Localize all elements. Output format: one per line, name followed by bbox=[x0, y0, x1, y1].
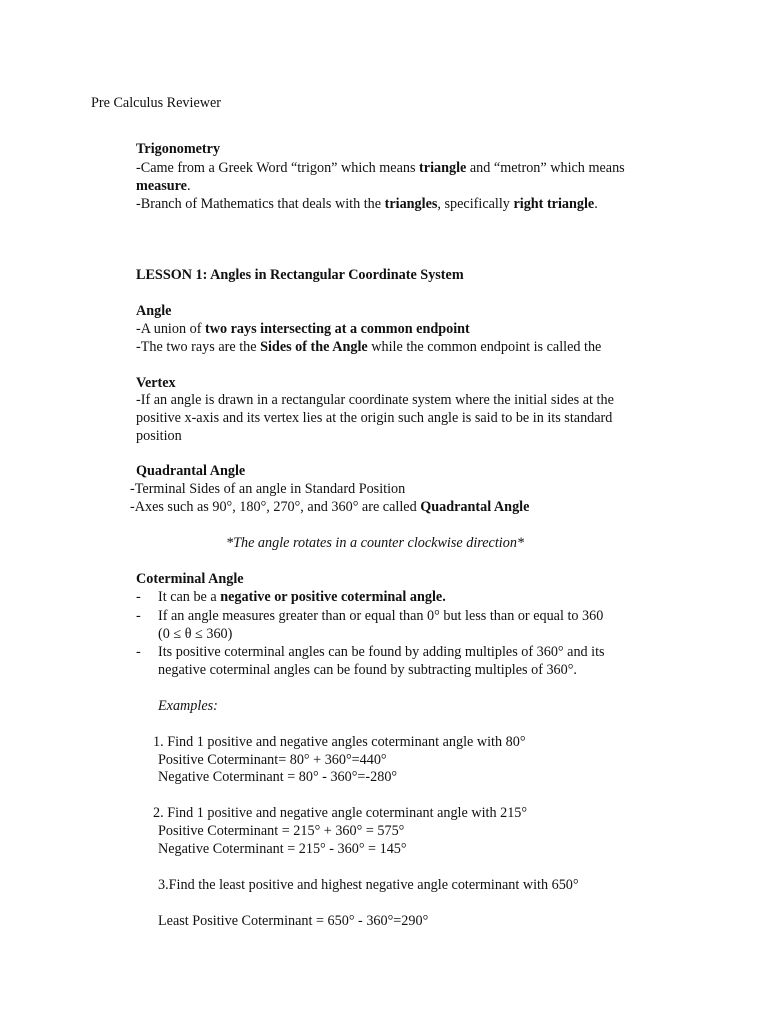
example-1-title: 1. Find 1 positive and negative angles coterminant angle with 80° bbox=[153, 734, 526, 750]
example-3-title: 3.Find the least positive and highest negative angle coterminant with 650° bbox=[158, 877, 579, 893]
example-2-title: 2. Find 1 positive and negative angle coterminant angle with 215° bbox=[153, 805, 528, 821]
example-1-negative: Negative Coterminant = 80° - 360°=-280° bbox=[158, 769, 398, 785]
angle-line-2: -The two rays are the Sides of the Angle while the common endpoint is called the bbox=[136, 339, 602, 355]
lesson-1-heading: LESSON 1: Angles in Rectangular Coordinate System bbox=[136, 267, 464, 283]
quadrantal-line-1: -Terminal Sides of an angle in Standard Position bbox=[130, 481, 406, 497]
quadrantal-heading: Quadrantal Angle bbox=[136, 463, 246, 479]
coterminal-item-2-line-2: (0 ≤ θ ≤ 360) bbox=[158, 626, 233, 642]
trig-line-2: measure. bbox=[136, 178, 191, 194]
list-dash: - bbox=[136, 644, 141, 660]
vertex-heading: Vertex bbox=[136, 375, 176, 391]
vertex-line-2: positive x-axis and its vertex lies at the origin such angle is said to be in its standard bbox=[136, 410, 613, 426]
example-2-negative: Negative Coterminant = 215° - 360° = 145° bbox=[158, 841, 407, 857]
coterminal-item-3 bbox=[136, 643, 676, 679]
coterminal-item-1 bbox=[136, 588, 676, 606]
rotation-note: *The angle rotates in a counter clockwise direction* bbox=[226, 535, 525, 551]
trig-line-1: -Came from a Greek Word “trigon” which means triangle and “metron” which means bbox=[136, 160, 625, 176]
example-2-positive: Positive Coterminant = 215° + 360° = 575° bbox=[158, 823, 405, 839]
coterminal-item-1-text: It can be a negative or positive coterminal angle. bbox=[158, 589, 446, 605]
example-1-positive: Positive Coterminant= 80° + 360°=440° bbox=[158, 752, 387, 768]
coterminal-item-3-line-2: negative coterminal angles can be found by subtracting multiples of 360°. bbox=[158, 662, 577, 678]
quadrantal-line-2: -Axes such as 90°, 180°, 270°, and 360° are called Quadrantal Angle bbox=[130, 499, 530, 515]
document-title: Pre Calculus Reviewer bbox=[91, 95, 222, 111]
trig-line-3: -Branch of Mathematics that deals with the triangles, specifically right triangle. bbox=[136, 196, 598, 212]
example-3-least-positive: Least Positive Coterminant = 650° - 360°=290° bbox=[158, 913, 429, 929]
angle-line-1: -A union of two rays intersecting at a common endpoint bbox=[136, 321, 470, 337]
coterminal-item-2-line-1: If an angle measures greater than or equal than 0° but less than or equal to 360 bbox=[158, 608, 604, 624]
coterminal-item-2 bbox=[136, 607, 676, 643]
coterminal-heading: Coterminal Angle bbox=[136, 571, 244, 587]
angle-heading: Angle bbox=[136, 303, 172, 319]
trigonometry-heading: Trigonometry bbox=[136, 141, 221, 157]
coterminal-item-3-line-1: Its positive coterminal angles can be found by adding multiples of 360° and its bbox=[158, 644, 605, 660]
vertex-line-3: position bbox=[136, 428, 182, 444]
list-dash: - bbox=[136, 608, 141, 624]
list-dash: - bbox=[136, 589, 141, 605]
examples-label: Examples: bbox=[158, 698, 218, 714]
vertex-line-1: -If an angle is drawn in a rectangular coordinate system where the initial sides at the bbox=[136, 392, 614, 408]
